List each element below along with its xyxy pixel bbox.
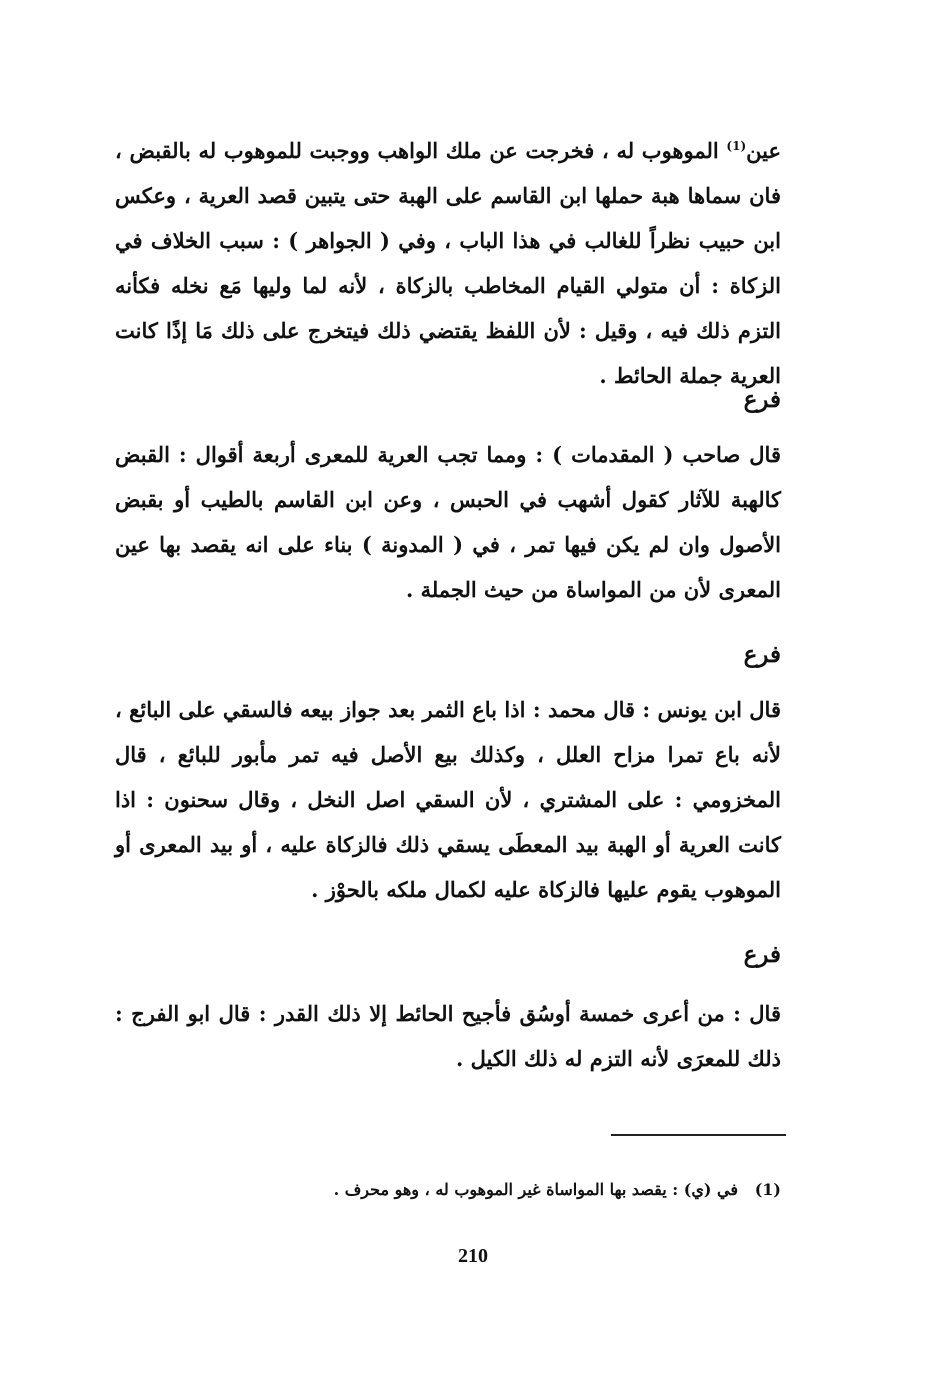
paragraph-4 [115,991,781,1081]
section-heading-2: فرع [743,641,781,668]
footnote-number: (1) [754,1180,781,1199]
footnote-separator [611,1134,786,1136]
paragraph-3 [115,687,781,912]
paragraph-1-body: الموهوب له ، فخرجت عن ملك الواهب ووجبت للموهوب له بالقبض ، فان سماها هبة حملها ابن القاسم على الهبة حتى يتبين قصد العرية ، وعكس ابن حبيب نظراً للغالب في هذا الباب ، وفي ( الجواهر ) : سبب الخلاف في الزكاة : أن متولي القيام المخاطب بالزكاة ، لأنه لما وليها مَع نخله فكأنه التزم ذلك فيه ، وقيل : لأن اللفظ يقتضي ذلك فيتخرج على ذلك مَا إذًا كانت العرية جملة الحائط . [115,138,781,388]
footnote [334,1175,781,1205]
paragraph-1-marker-word: عين [746,138,781,163]
paragraph-3-text: قال ابن يونس : قال محمد : اذا باع الثمر بعد جواز بيعه فالسقي على البائع ، لأنه باع تمرا مزاح العلل ، وكذلك بيع الأصل فيه تمر مأبور للبائع ، قال المخزومي : على المشتري ، لأن السقي اصل النخل ، وقال سحنون : اذا كانت العرية أو الهبة بيد المعطَى يسقي ذلك فالزكاة عليه ، أو بيد المعرى أو الموهوب يقوم عليها فالزكاة عليه لكمال ملكه بالحوْز . [115,697,781,902]
paragraph-4-text: قال : من أعرى خمسة أوسُق فأجيح الحائط إلا ذلك القدر : قال ابو الفرج : ذلك للمعرَى لأنه التزم له ذلك الكيل . [115,1001,781,1071]
paragraph-2-text: قال صاحب ( المقدمات ) : ومما تجب العرية للمعرى أربعة أقوال : القبض كالهبة للآثار كقول أشهب في الحبس ، وعن ابن القاسم بالطيب أو بقبض الأصول وان لم يكن فيها تمر ، في ( المدونة ) بناء على انه يقصد بها عين المعرى لأن من المواساة من حيث الجملة . [115,442,781,602]
page-number: 210 [458,1245,488,1267]
paragraph-2 [115,432,781,612]
paragraph-1 [115,128,781,398]
footnote-text: في (ي) : يقصد بها المواساة غير الموهوب له ، وهو محرف . [333,1180,738,1199]
footnote-reference: (1) [726,139,747,153]
section-heading-1: فرع [743,386,781,413]
paragraph-1-text [115,128,781,398]
section-heading-3: فرع [743,941,781,968]
